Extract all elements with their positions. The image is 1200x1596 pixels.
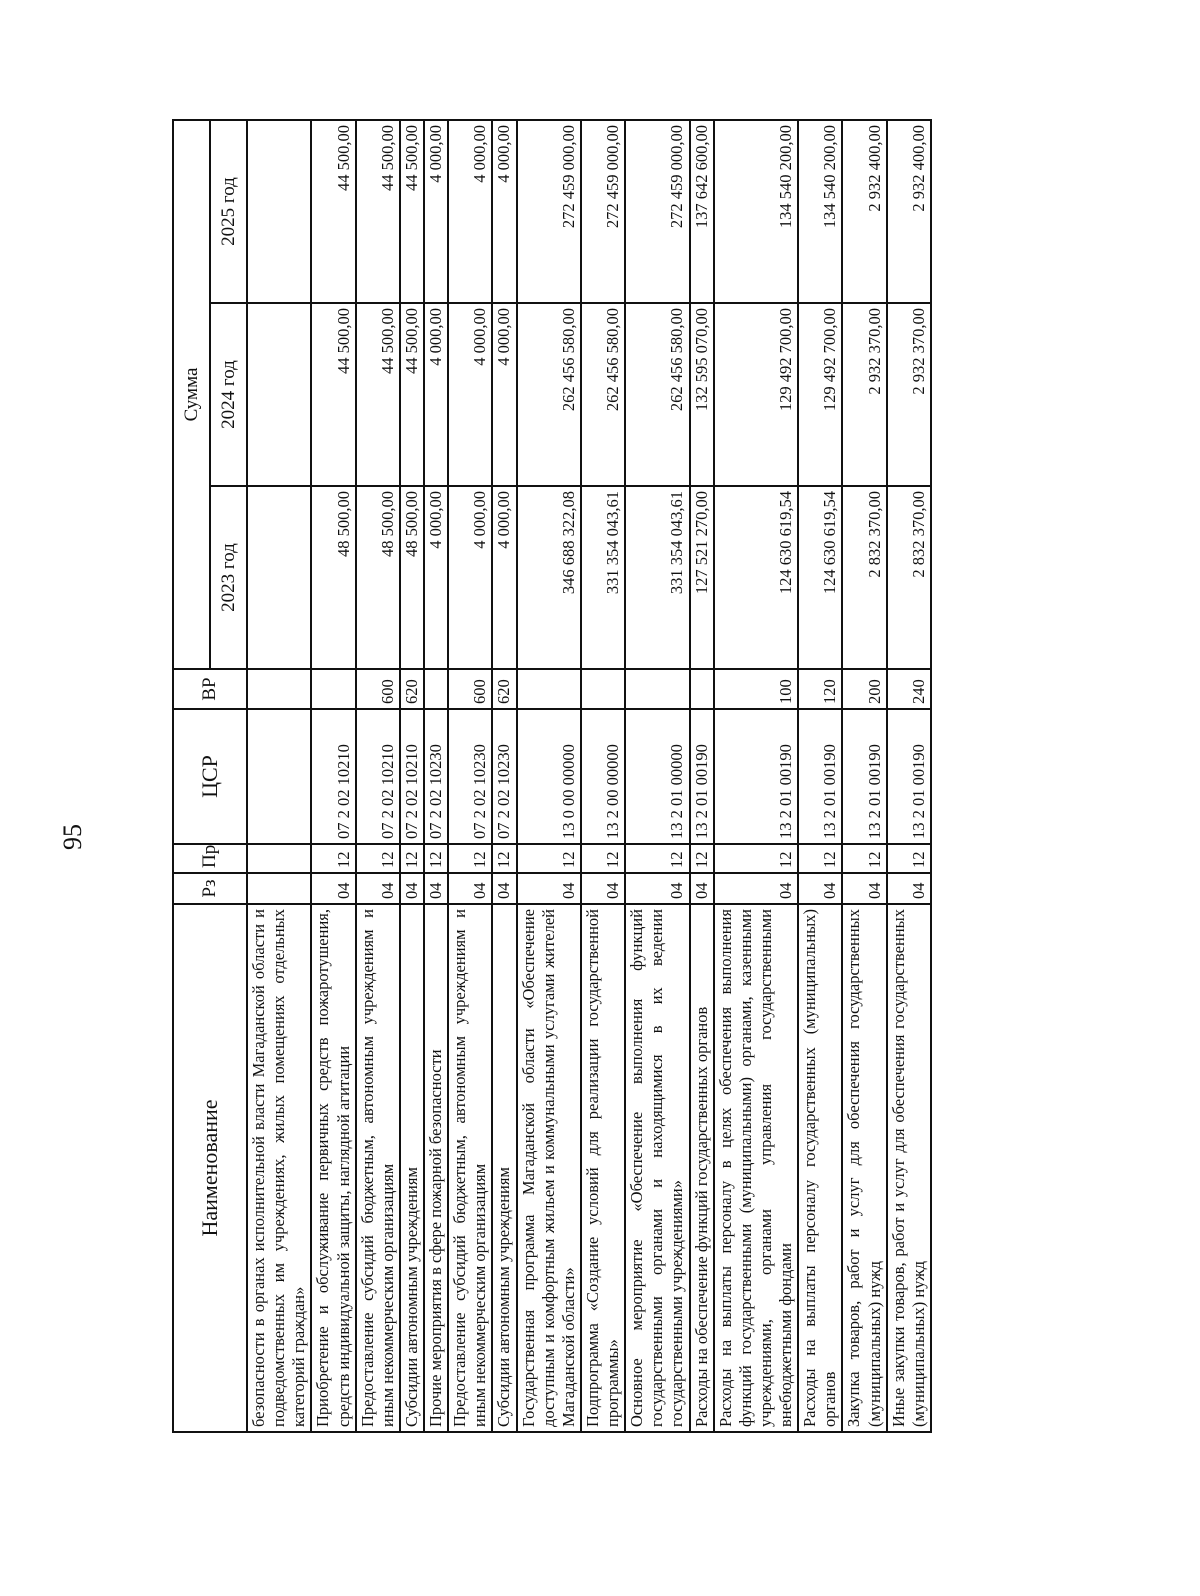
row-sum-2024: 4 000,00 [448, 303, 492, 486]
row-sum-2025: 272 459 000,00 [625, 120, 689, 303]
row-csr: 13 2 01 00000 [625, 709, 689, 844]
table-row [424, 120, 448, 1432]
page-number: 95 [58, 824, 87, 850]
row-pr: 12 [887, 844, 931, 873]
row-sum-2023: 48 500,00 [356, 486, 400, 669]
row-vr [311, 669, 355, 709]
row-sum-2023: 124 630 619,54 [714, 486, 799, 669]
header-pr: Пр [173, 844, 247, 873]
row-rz: 04 [424, 873, 448, 904]
row-vr [247, 669, 311, 709]
row-pr: 12 [356, 844, 400, 873]
row-vr: 200 [842, 669, 886, 709]
row-name: Приобретение и обслуживание первичных средств пожаротушения, средств индивидуальной защиты, наглядной агитации [311, 904, 355, 1432]
row-name: Подпрограмма «Создание условий для реализации государственной программы» [581, 904, 625, 1432]
table-row [448, 120, 492, 1432]
row-sum-2024: 4 000,00 [424, 303, 448, 486]
row-vr [581, 669, 625, 709]
row-name: Предоставление субсидий бюджетным, автономным учреждениям и иным некоммерческим организациям [356, 904, 400, 1432]
table-row [887, 120, 931, 1432]
row-csr: 13 2 01 00190 [798, 709, 842, 844]
header-vr: ВР [173, 669, 247, 709]
row-name: Основное мероприятие «Обеспечение выполнения функций государственными органами и находящимися в их ведении государственными учреждениями» [625, 904, 689, 1432]
table-row [798, 120, 842, 1432]
row-sum-2025: 4 000,00 [448, 120, 492, 303]
row-sum-2023: 331 354 043,61 [581, 486, 625, 669]
row-sum-2024: 2 932 370,00 [887, 303, 931, 486]
row-rz: 04 [356, 873, 400, 904]
row-name: Прочие мероприятия в сфере пожарной безопасности [424, 904, 448, 1432]
row-vr: 120 [798, 669, 842, 709]
row-rz: 04 [492, 873, 516, 904]
row-sum-2023: 331 354 043,61 [625, 486, 689, 669]
row-name: Закупка товаров, работ и услуг для обеспечения государственных (муниципальных) нужд [842, 904, 886, 1432]
row-pr: 12 [714, 844, 799, 873]
row-csr: 07 2 02 10210 [400, 709, 424, 844]
row-name: Иные закупки товаров, работ и услуг для обеспечения государственных (муниципальных) нужд [887, 904, 931, 1432]
row-sum-2023: 127 521 270,00 [690, 486, 714, 669]
header-sum: Сумма [173, 120, 210, 669]
row-vr [625, 669, 689, 709]
table-row [247, 120, 311, 1432]
budget-table [172, 119, 932, 1433]
row-vr: 620 [400, 669, 424, 709]
row-sum-2025: 137 642 600,00 [690, 120, 714, 303]
row-sum-2025: 272 459 000,00 [581, 120, 625, 303]
row-vr: 100 [714, 669, 799, 709]
row-rz: 04 [714, 873, 799, 904]
row-pr: 12 [517, 844, 581, 873]
table-row [311, 120, 355, 1432]
row-pr: 12 [311, 844, 355, 873]
row-pr: 12 [798, 844, 842, 873]
row-vr [690, 669, 714, 709]
row-sum-2025: 44 500,00 [400, 120, 424, 303]
table-row [492, 120, 516, 1432]
row-sum-2025: 134 540 200,00 [714, 120, 799, 303]
row-name: Субсидии автономным учреждениям [400, 904, 424, 1432]
row-name: Расходы на обеспечение функций государственных органов [690, 904, 714, 1432]
row-sum-2024: 262 456 580,00 [581, 303, 625, 486]
header-csr: ЦСР [173, 709, 247, 844]
row-sum-2023: 4 000,00 [492, 486, 516, 669]
row-csr: 13 2 01 00190 [714, 709, 799, 844]
row-csr: 13 2 00 00000 [581, 709, 625, 844]
row-sum-2023: 48 500,00 [400, 486, 424, 669]
row-sum-2024 [247, 303, 311, 486]
row-sum-2024: 132 595 070,00 [690, 303, 714, 486]
row-name: Расходы на выплаты персоналу государственных (муниципальных) органов [798, 904, 842, 1432]
row-vr: 600 [356, 669, 400, 709]
header-year-2024: 2024 год [210, 303, 247, 486]
row-csr: 07 2 02 10230 [448, 709, 492, 844]
row-sum-2024: 4 000,00 [492, 303, 516, 486]
row-csr: 07 2 02 10210 [311, 709, 355, 844]
table-row [517, 120, 581, 1432]
row-rz: 04 [311, 873, 355, 904]
row-rz: 04 [581, 873, 625, 904]
row-sum-2024: 44 500,00 [400, 303, 424, 486]
row-name: Государственная программа Магаданской области «Обеспечение доступным и комфортным жильем и коммунальными услугами жителей Магаданской области» [517, 904, 581, 1432]
row-sum-2025: 44 500,00 [356, 120, 400, 303]
row-sum-2025: 4 000,00 [492, 120, 516, 303]
row-sum-2023: 346 688 322,08 [517, 486, 581, 669]
row-csr: 13 2 01 00190 [887, 709, 931, 844]
row-sum-2023 [247, 486, 311, 669]
row-pr: 12 [842, 844, 886, 873]
row-pr: 12 [690, 844, 714, 873]
table-row [714, 120, 799, 1432]
table-row [842, 120, 886, 1432]
row-pr: 12 [424, 844, 448, 873]
row-rz: 04 [400, 873, 424, 904]
row-sum-2023: 2 832 370,00 [842, 486, 886, 669]
table-row [356, 120, 400, 1432]
row-sum-2025: 272 459 000,00 [517, 120, 581, 303]
row-pr [247, 844, 311, 873]
row-csr: 07 2 02 10210 [356, 709, 400, 844]
row-sum-2024: 262 456 580,00 [517, 303, 581, 486]
row-sum-2024: 44 500,00 [356, 303, 400, 486]
row-sum-2023: 124 630 619,54 [798, 486, 842, 669]
row-sum-2024: 262 456 580,00 [625, 303, 689, 486]
row-sum-2024: 129 492 700,00 [798, 303, 842, 486]
table-row [400, 120, 424, 1432]
row-sum-2024: 2 932 370,00 [842, 303, 886, 486]
row-sum-2025 [247, 120, 311, 303]
row-name: Расходы на выплаты персоналу в целях обеспечения выполнения функций государственными (муниципальными) органами, казенными учреждениями, органами управления государственными внебюджетными фондами [714, 904, 799, 1432]
row-vr: 600 [448, 669, 492, 709]
row-name: Предоставление субсидий бюджетным, автономным учреждениям и иным некоммерческим организациям [448, 904, 492, 1432]
row-csr: 13 2 01 00190 [690, 709, 714, 844]
row-vr [517, 669, 581, 709]
row-vr: 240 [887, 669, 931, 709]
row-csr [247, 709, 311, 844]
row-csr: 07 2 02 10230 [492, 709, 516, 844]
row-rz: 04 [625, 873, 689, 904]
header-row-top [173, 120, 210, 1432]
row-vr [424, 669, 448, 709]
row-rz: 04 [798, 873, 842, 904]
row-pr: 12 [400, 844, 424, 873]
row-sum-2024: 44 500,00 [311, 303, 355, 486]
row-name: Субсидии автономным учреждениям [492, 904, 516, 1432]
table-body [247, 120, 931, 1432]
budget-table-sheet [172, 121, 1097, 1433]
row-sum-2025: 44 500,00 [311, 120, 355, 303]
table-row [690, 120, 714, 1432]
row-rz: 04 [887, 873, 931, 904]
row-sum-2023: 48 500,00 [311, 486, 355, 669]
row-pr: 12 [581, 844, 625, 873]
row-csr: 13 2 01 00190 [842, 709, 886, 844]
row-rz: 04 [690, 873, 714, 904]
row-csr: 07 2 02 10230 [424, 709, 448, 844]
row-rz: 04 [517, 873, 581, 904]
row-csr: 13 0 00 00000 [517, 709, 581, 844]
row-sum-2025: 134 540 200,00 [798, 120, 842, 303]
row-rz: 04 [448, 873, 492, 904]
row-sum-2024: 129 492 700,00 [714, 303, 799, 486]
row-rz: 04 [842, 873, 886, 904]
header-year-2025: 2025 год [210, 120, 247, 303]
table-row [581, 120, 625, 1432]
row-pr: 12 [448, 844, 492, 873]
row-sum-2023: 4 000,00 [448, 486, 492, 669]
row-pr: 12 [625, 844, 689, 873]
row-pr: 12 [492, 844, 516, 873]
row-vr: 620 [492, 669, 516, 709]
header-year-2023: 2023 год [210, 486, 247, 669]
header-name: Наименование [173, 904, 247, 1432]
row-sum-2025: 4 000,00 [424, 120, 448, 303]
row-rz [247, 873, 311, 904]
row-sum-2023: 4 000,00 [424, 486, 448, 669]
row-sum-2025: 2 932 400,00 [887, 120, 931, 303]
row-sum-2025: 2 932 400,00 [842, 120, 886, 303]
table-row [625, 120, 689, 1432]
header-rz: Рз [173, 873, 247, 904]
row-name: безопасности в органах исполнительной власти Магаданской области и подведомственных им учреждениях, жилых помещениях отдельных категорий граждан» [247, 904, 311, 1432]
row-sum-2023: 2 832 370,00 [887, 486, 931, 669]
